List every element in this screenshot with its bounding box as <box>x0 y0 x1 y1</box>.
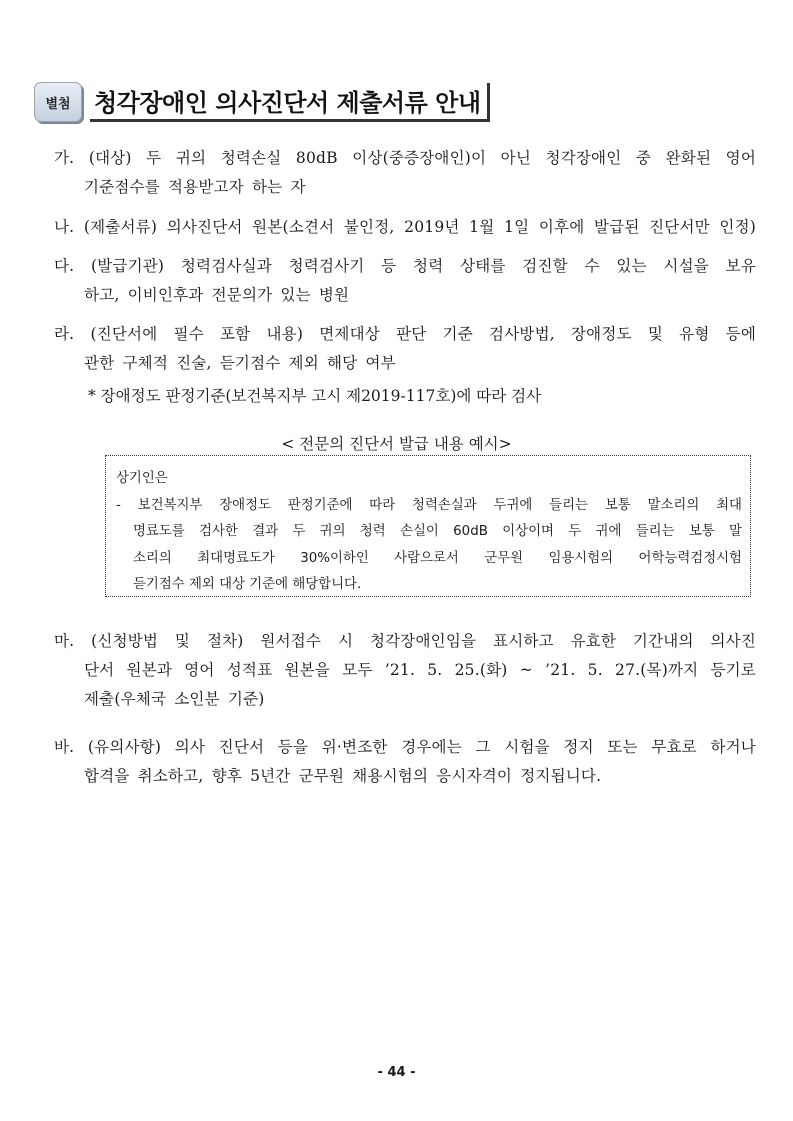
item-line: 가. (대상) 두 귀의 청력손실 80dB 이상(중증장애인)이 아닌 청각장애인 중 완화된 영어 <box>54 149 756 167</box>
item-na <box>54 213 756 242</box>
item-line: 바. (유의사항) 의사 진단서 등을 위·변조한 경우에는 그 시험을 정지 또는 무효로 하거나 <box>54 738 756 756</box>
section-header <box>34 80 490 124</box>
item-da <box>54 252 756 310</box>
attachment-badge: 별첨 <box>34 82 82 122</box>
item-line: 마. (신청방법 및 절차) 원서접수 시 청각장애인임을 표시하고 유효한 기간내의 의사진 <box>54 632 756 650</box>
page-number: - 44 - <box>377 1065 416 1080</box>
item-line: 하고, 이비인후과 전문의가 있는 병원 <box>84 286 350 304</box>
example-box <box>105 455 751 597</box>
criteria-note: * 장애정도 판정기준(보건복지부 고시 제2019-117호)에 따라 검사 <box>88 387 542 405</box>
item-ma <box>54 627 756 714</box>
example-line: 상기인은 <box>116 471 168 486</box>
example-line: 듣기점수 제외 대상 기준에 해당합니다. <box>133 577 362 592</box>
item-ga <box>54 144 756 202</box>
example-title: < 전문의 진단서 발급 내용 예시> <box>281 435 512 453</box>
item-line: 나. (제출서류) 의사진단서 원본(소견서 불인정, 2019년 1월 1일 이후에 발급된 진단서만 인정) <box>54 218 756 236</box>
item-ra <box>54 320 756 378</box>
item-line: 기준점수를 적용받고자 하는 자 <box>84 178 306 196</box>
item-line: 제출(우체국 소인분 기준) <box>84 690 265 708</box>
item-line: 합격을 취소하고, 향후 5년간 군무원 채용시험의 응시자격이 정지됩니다. <box>84 767 602 785</box>
item-ba <box>54 733 756 791</box>
example-line: 소리의 최대명료도가 30%이하인 사람으로서 군무원 임용시험의 어학능력검정시험 <box>133 550 742 566</box>
item-line: 관한 구체적 진술, 듣기점수 제외 해당 여부 <box>84 354 396 372</box>
example-line: 명료도를 검사한 결과 두 귀의 청력 손실이 60dB 이상이며 두 귀에 들리는 보통 말 <box>133 524 742 539</box>
example-line: - 보건복지부 장애정도 판정기준에 따라 청력손실과 두귀에 들리는 보통 말소리의 최대 <box>116 497 742 513</box>
item-line: 다. (발급기관) 청력검사실과 청력검사기 등 청력 상태를 검진할 수 있는 시설을 보유 <box>54 257 756 275</box>
item-line: 단서 원본과 영어 성적표 원본을 모두 ’21. 5. 25.(화) ~ ’21. 5. 27.(목)까지 등기로 <box>84 661 756 679</box>
page-title: 청각장애인 의사진단서 제출서류 안내 <box>90 83 490 122</box>
item-line: 라. (진단서에 필수 포함 내용) 면제대상 판단 기준 검사방법, 장애정도 및 유형 등에 <box>54 325 756 343</box>
